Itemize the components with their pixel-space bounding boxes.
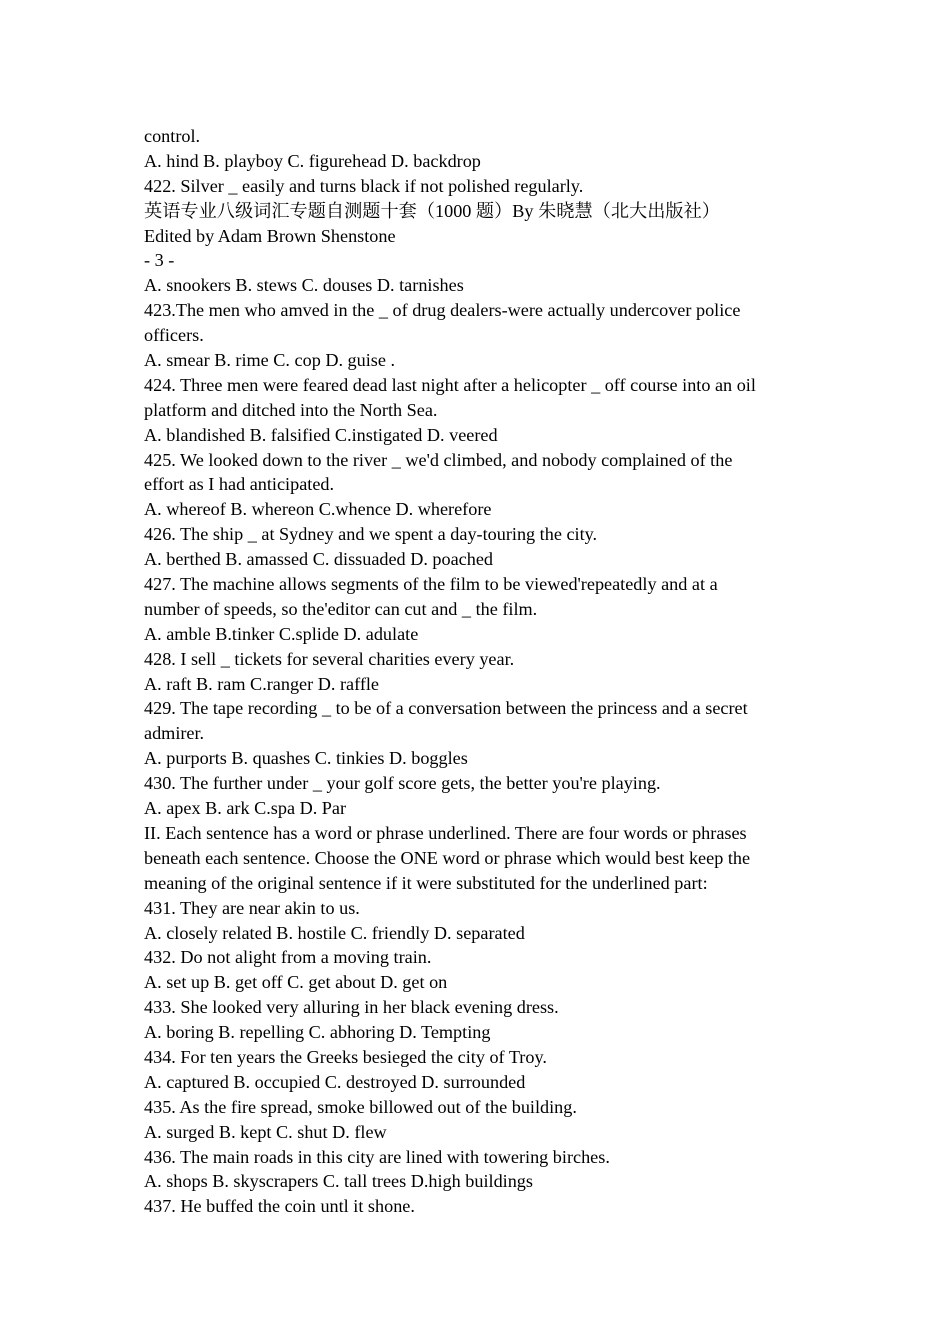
answer-options: A. smear B. rime C. cop D. guise . (144, 350, 396, 371)
text-line: platform and ditched into the North Sea. (144, 399, 438, 420)
question-422: 422. Silver _ easily and turns black if not polished regularly. (144, 175, 584, 196)
text-line: number of speeds, so the'editor can cut and _ the film. (144, 598, 538, 619)
page-header-editor: Edited by Adam Brown Shenstone (144, 225, 396, 246)
answer-options: A. snookers B. stews C. douses D. tarnishes (144, 275, 464, 296)
question-430: 430. The further under _ your golf score gets, the better you're playing. (144, 773, 661, 794)
question-435: 435. As the fire spread, smoke billowed out of the building. (144, 1096, 577, 1117)
question-432: 432. Do not alight from a moving train. (144, 947, 432, 968)
answer-options: A. closely related B. hostile C. friendly D. separated (144, 922, 525, 943)
answer-options: A. boring B. repelling C. abhoring D. Tempting (144, 1022, 491, 1043)
answer-options: A. raft B. ram C.ranger D. raffle (144, 673, 379, 694)
question-429: 429. The tape recording _ to be of a conversation between the princess and a secret (144, 698, 748, 719)
question-427: 427. The machine allows segments of the film to be viewed'repeatedly and at a (144, 574, 718, 595)
answer-options: A. whereof B. whereon C.whence D. wherefore (144, 499, 492, 520)
question-425: 425. We looked down to the river _ we'd climbed, and nobody complained of the (144, 449, 733, 470)
answer-options: A. blandished B. falsified C.instigated D. veered (144, 424, 498, 445)
answer-options: A. surged B. kept C. shut D. flew (144, 1121, 387, 1142)
document-body (144, 124, 824, 1219)
text-line: officers. (144, 325, 204, 346)
question-437: 437. He buffed the coin untl it shone. (144, 1196, 415, 1217)
answer-options: A. hind B. playboy C. figurehead D. backdrop (144, 150, 481, 171)
answer-options: A. berthed B. amassed C. dissuaded D. poached (144, 549, 494, 570)
page-number: - 3 - (144, 250, 175, 271)
question-431: 431. They are near akin to us. (144, 897, 360, 918)
answer-options: A. captured B. occupied C. destroyed D. surrounded (144, 1071, 526, 1092)
question-433: 433. She looked very alluring in her black evening dress. (144, 997, 559, 1018)
section-instructions: meaning of the original sentence if it were substituted for the underlined part: (144, 872, 708, 893)
section-instructions: beneath each sentence. Choose the ONE word or phrase which would best keep the (144, 847, 751, 868)
section-instructions: II. Each sentence has a word or phrase underlined. There are four words or phrases (144, 822, 747, 843)
text-line: effort as I had anticipated. (144, 474, 335, 495)
question-424: 424. Three men were feared dead last night after a helicopter _ off course into an oil (144, 374, 756, 395)
answer-options: A. amble B.tinker C.splide D. adulate (144, 623, 419, 644)
question-436: 436. The main roads in this city are lined with towering birches. (144, 1146, 610, 1167)
answer-options: A. set up B. get off C. get about D. get on (144, 972, 448, 993)
text-line: admirer. (144, 723, 205, 744)
question-423: 423.The men who amved in the _ of drug dealers-were actually undercover police (144, 300, 741, 321)
question-426: 426. The ship _ at Sydney and we spent a day-touring the city. (144, 524, 598, 545)
question-434: 434. For ten years the Greeks besieged the city of Troy. (144, 1046, 547, 1067)
answer-options: A. shops B. skyscrapers C. tall trees D.high buildings (144, 1171, 533, 1192)
page-header-title: 英语专业八级词汇专题自测题十套（1000 题）By 朱晓慧（北大出版社） (144, 200, 720, 221)
question-428: 428. I sell _ tickets for several charities every year. (144, 648, 515, 669)
answer-options: A. purports B. quashes C. tinkies D. boggles (144, 748, 468, 769)
answer-options: A. apex B. ark C.spa D. Par (144, 798, 347, 819)
text-line: control. (144, 126, 201, 146)
